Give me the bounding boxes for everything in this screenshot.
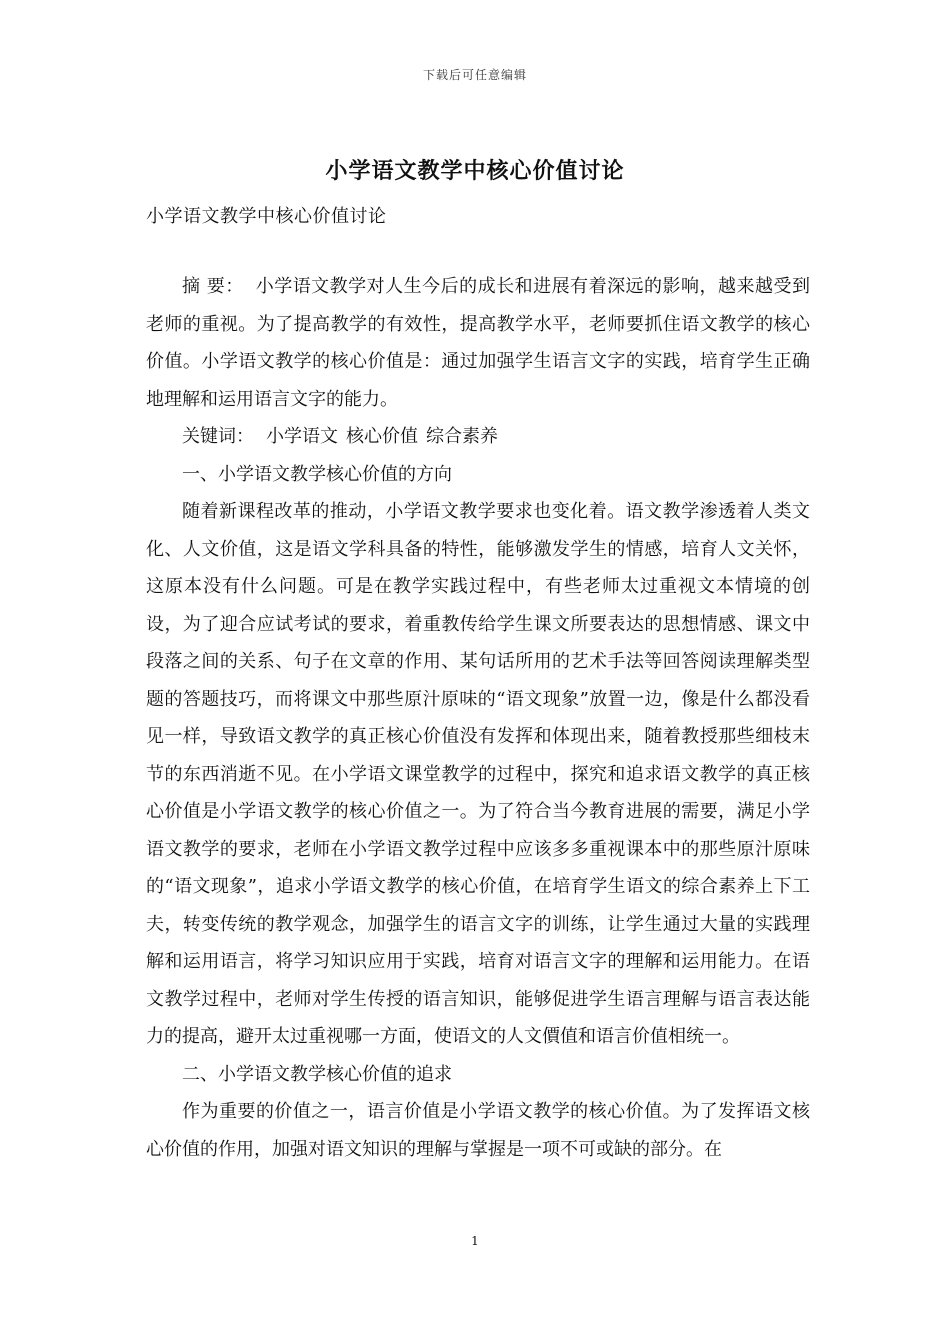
section-heading-2: 二、小学语文教学核心价值的追求 — [182, 1063, 452, 1085]
section-paragraph-1: 随着新课程改革的推动，小学语文教学要求也变化着。语文教学渗透着人类文化、人文价值，这是语文学科具备的特性，能够激发学生的情感，培育人文关怀，这原本没有什么问题。可是在教学实践过程中，有些老师太过重视文本情境的创设，为了迎合应试考试的要求，着重教传给学生课文所要表达的思想情感、课文中段落之间的关系、句子在文章的作用、某句话所用的艺术手法等回答阅读理解类型题的答题技巧，而将课文中那些原汁原味的“语文现象”放置一边，像是什么都没看见一样，导致语文教学的真正核心价值没有发挥和体现出来，随着教授那些细枝末节的东西消逝不见。在小学语文课堂教学的过程中，探究和追求语文教学的真正核心价值是小学语文教学的核心价值之一。为了符合当今教育进展的需要，满足小学语文教学的要求，老师在小学语文教学过程中应该多多重视课本中的那些原汁原味的“语文现象”，追求小学语文教学的核心价值，在培育学生语文的综合素养上下工夫，转变传统的教学观念，加强学生的语言文字的训练，让学生通过大量的实践理解和运用语言，将学习知识应用于实践，培育对语言文字的理解和运用能力。在语文教学过程中，老师对学生传授的语言知识，能够促进学生语言理解与语言表达能力的提高，避开太过重视哪一方面，使语文的人文價值和语言价值相统一。 — [146, 501, 810, 1047]
abstract-text: 小学语文教学对人生今后的成长和进展有着深远的影响，越来越受到老师的重视。为了提高教学的有效性，提高教学水平，老师要抓住语文教学的核心价值。小学语文教学的核心价值是：通过加强学生语言文字的实践，培育学生正确地理解和运用语言文字的能力。 — [146, 276, 810, 410]
section-heading-1: 一、小学语文教学核心价值的方向 — [182, 463, 452, 485]
document-title: 小学语文教学中核心价值讨论 — [325, 158, 625, 184]
abstract-label: 摘 要： — [182, 276, 244, 297]
keywords-paragraph — [146, 418, 810, 456]
document-subtitle: 小学语文教学中核心价值讨论 — [146, 206, 387, 227]
keyword: 核心价值 — [346, 426, 418, 447]
keywords-label: 关键词： — [182, 426, 254, 447]
document-body — [146, 268, 810, 1168]
keyword: 小学语文 — [266, 426, 338, 447]
page-number: 1 — [471, 1234, 479, 1248]
abstract-paragraph — [146, 268, 810, 418]
header-note: 下载后可任意编辑 — [422, 68, 527, 82]
keyword: 综合素养 — [426, 426, 498, 447]
section-paragraph-2: 作为重要的价值之一，语言价值是小学语文教学的核心价值。为了发挥语文核心价值的作用，加强对语文知识的理解与掌握是一项不可或缺的部分。在 — [146, 1101, 810, 1160]
